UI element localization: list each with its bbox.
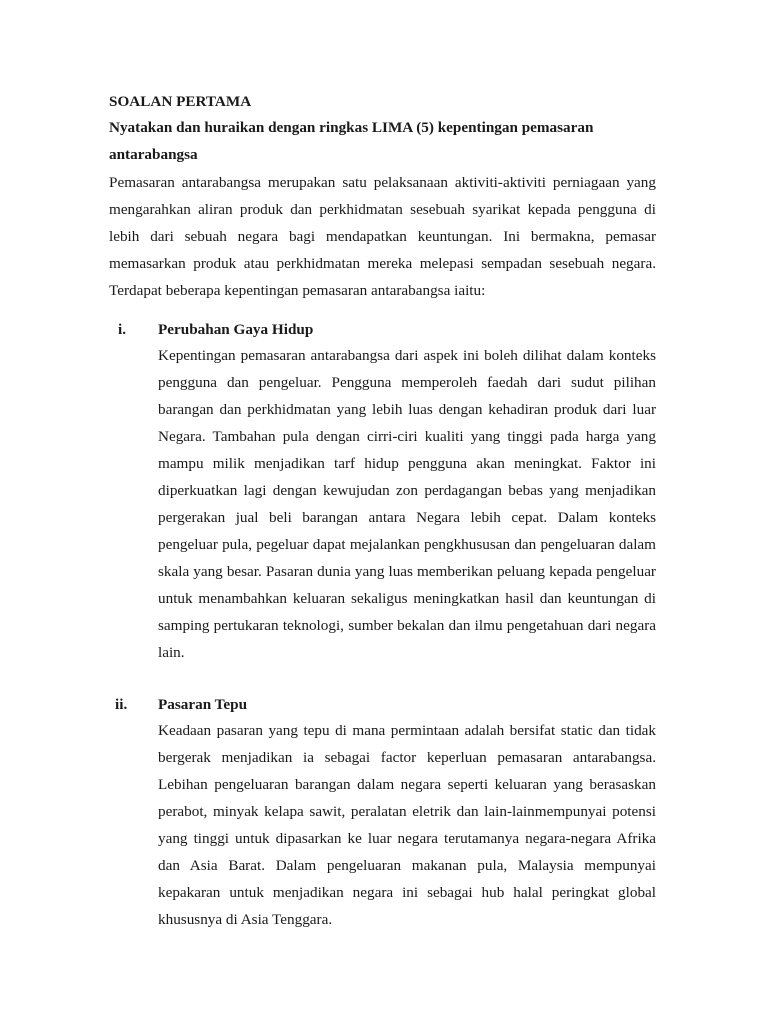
section-line: bergerak menjadikan ia sebagai factor keperluan pemasaran antarabangsa. bbox=[158, 749, 656, 766]
page-heading: SOALAN PERTAMA bbox=[109, 93, 252, 110]
intro-line: lebih dari sebuah negara bagi mendapatkan keuntungan. Ini bermakna, pemasar bbox=[109, 228, 656, 245]
section-line: pergerakan jual beli barangan antara Negara lebih cepat. Dalam konteks bbox=[158, 509, 656, 526]
section-title: Perubahan Gaya Hidup bbox=[158, 321, 314, 338]
intro-line: memasarkan produk atau perkhidmatan mereka melepasi sempadan sesebuah negara. bbox=[109, 255, 656, 272]
section-line: diperkuatkan lagi dengan kewujudan zon perdagangan bebas yang menjadikan bbox=[158, 482, 656, 499]
section-line: Negara. Tambahan pula dengan cirri-ciri kualiti yang tinggi pada harga yang bbox=[158, 428, 656, 445]
section-line: dan Asia Barat. Dalam pengeluaran makanan pula, Malaysia mempunyai bbox=[158, 857, 656, 874]
intro-line: Pemasaran antarabangsa merupakan satu pelaksanaan aktiviti-aktiviti perniagaan yang bbox=[109, 174, 656, 191]
section-line: samping pertukaran teknologi, sumber bekalan dan ilmu pengetahuan dari negara bbox=[158, 617, 656, 634]
section-line: mampu milik menjadikan tarf hidup pengguna akan meningkat. Faktor ini bbox=[158, 455, 656, 472]
section-title: Pasaran Tepu bbox=[158, 696, 248, 713]
section-marker: ii. bbox=[115, 696, 128, 713]
section-line: pengeluar pula, pegeluar dapat mejalankan pengkhususan dan pengeluaran dalam bbox=[158, 536, 656, 553]
question-line: antarabangsa bbox=[109, 146, 198, 163]
intro-line: Terdapat beberapa kepentingan pemasaran antarabangsa iaitu: bbox=[109, 282, 486, 299]
section-line: kepakaran untuk menjadikan negara ini sebagai hub halal peringkat global bbox=[158, 884, 656, 901]
section-line: lain. bbox=[158, 644, 185, 661]
section-line: skala yang besar. Pasaran dunia yang luas memberikan peluang kepada pengeluar bbox=[158, 563, 656, 580]
question-line: Nyatakan dan huraikan dengan ringkas LIMA (5) kepentingan pemasaran bbox=[109, 119, 594, 136]
intro-line: mengarahkan aliran produk dan perkhidmatan sesebuah syarikat kepada pengguna di bbox=[109, 201, 656, 218]
section-line: Kepentingan pemasaran antarabangsa dari aspek ini boleh dilihat dalam konteks bbox=[158, 347, 656, 364]
section-line: Lebihan pengeluaran barangan dalam negara seperti keluaran yang berasaskan bbox=[158, 776, 656, 793]
section-line: barangan dan perkhidmatan yang lebih luas dengan kehadiran produk dari luar bbox=[158, 401, 656, 418]
section-line: pengguna dan pengeluar. Pengguna memperoleh faedah dari sudut pilihan bbox=[158, 374, 656, 391]
section-line: Keadaan pasaran yang tepu di mana permintaan adalah bersifat static dan tidak bbox=[158, 722, 656, 739]
section-marker: i. bbox=[118, 321, 127, 338]
section-line: khususnya di Asia Tenggara. bbox=[158, 911, 333, 928]
section-line: yang tinggi untuk dipasarkan ke luar negara terutamanya negara-negara Afrika bbox=[158, 830, 656, 847]
section-line: untuk menambahkan keluaran sekaligus meningkatkan hasil dan keuntungan di bbox=[158, 590, 656, 607]
section-line: perabot, minyak kelapa sawit, peralatan eletrik dan lain-lainmempunyai potensi bbox=[158, 803, 656, 820]
